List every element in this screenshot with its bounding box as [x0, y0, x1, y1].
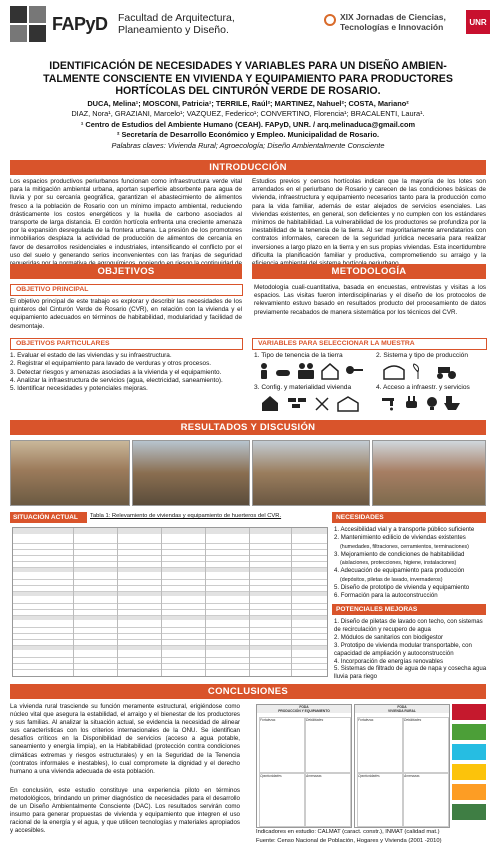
foda-title: FODA [397, 705, 407, 709]
mejoras-list [334, 618, 488, 681]
seedling-icon [414, 364, 419, 379]
conclusiones-p1: La vivienda rural trasciende su función meramente estructural, erigiéndose como núcleo vital que asegura la estabilidad, el arraigo y el bienestar de los productores y sus familias. Al analizar la situación actual, se evidencia la necesidad de alinear sus características con los criterios internacionales de la ONU. Se identifican desafíos críticos en la Disponibilidad de servicios (acceso a agua potable, saneamiento y energía limpia), en la Habitabilidad (protección contra condiciones climáticas extremas y riesgos estructurales) y en la Seguridad de la Tenencia (contratos informales e inestables), lo cual compromete la dignidad y el derecho humano a una vivienda adecuada de esta población. [10, 703, 240, 775]
conclusiones-p2: En conclusión, este estudio constituye una experiencia piloto en términos metodológicos, brindando un primer diagnóstico de necesidades para el desarrollo de un Diseño Ambientalmente Consciente (DAC). Los resultados servirán como insumo para generar propuestas de vivienda y equipamiento que integren el uso racional de la energía y el agua, y que utilicen tecnologías y materiales apropiados y accesibles. [10, 787, 240, 835]
handshake-icon [276, 370, 290, 376]
objetivo-particular-item: 2. Registrar el equipamiento para lavado de verduras y otros procesos. [10, 360, 212, 368]
authors-line1: DUCA, Melina¹; MOSCONI, Patricia¹; TERRILE, Raúl²; MARTINEZ, Nahuel²; COSTA, Mariano² [87, 99, 409, 108]
sdg-icon [452, 744, 486, 760]
objetivos-particulares-label: OBJETIVOS PARTICULARES [10, 338, 243, 350]
table-section-row [13, 646, 327, 650]
fuente-text: Fuente: Censo Nacional de Población, Hogares y Vivienda (2001 -2010) [256, 838, 442, 844]
shed-icon [338, 397, 358, 411]
affiliation-1: ¹ Centro de Estudios del Ambiente Humano (CEAH). FAPyD, UNR. / arq.melinaduca@gmail.com [80, 119, 416, 129]
key-icon [346, 366, 363, 374]
people-icon [298, 363, 314, 379]
keywords: Palabras claves: Vivienda Rural; Agroecología; Diseño Ambientalmente Consciente [111, 140, 385, 150]
tools-icon [316, 398, 328, 410]
foda-produccion [256, 704, 352, 828]
mejora-item: 1. Diseño de piletas de lavado con techo, con sistemas de recirculación y recupero de agua [334, 618, 483, 633]
variable-servicios: 4. Acceso a infraestr. y servicios [376, 384, 470, 391]
objetivos-particulares-list [10, 352, 242, 393]
foda-produccion-title [257, 705, 351, 713]
intro-left-text: Los espacios productivos periurbanos funcionan como infraestructura verde vital para la mitigación ambiental urbana, aportan superficie absorbente para agua de lluvia y por su cercanía geográfica, garantizan el abastecimiento de alimentos fresco a la población de Rosario con un mínimo impacto ambiental, reduciendo drásticamente los costos energéticos y la huella de carbono asociados al transporte de larga distancia. El cordón hortícola enfrenta una creciente amenaza por la expansión desregulada de la frontera urbana. La presión de los promotores inmobiliarios desplaza la actividad de producción de alimentos de cercanía en favor de desarrollos residenciales e industriales, intensificando el conflicto por el uso del suelo y generando serios inconvenientes con las franjas de seguridad [10, 178, 242, 259]
mejoras-label: POTENCIALES MEJORAS [332, 604, 486, 615]
house-photo-1 [10, 440, 130, 506]
ods-icons [452, 704, 486, 826]
table-caption: Tabla 1: Relevamiento de viviendas y equipamiento de huerteros del CVR. [90, 513, 282, 519]
house-photo-2 [132, 440, 250, 506]
mejora-item: 5. Sistemas de filtrado de agua de napa y cosecha agua lluvia para riego [334, 665, 487, 681]
oportunidades-box [259, 773, 305, 827]
debilidades-box [403, 717, 449, 773]
sdg-icon [452, 764, 486, 780]
oportunidades-label: Oportunidades [260, 774, 282, 778]
intro-right-text: Estudios previos y censos hortícolas indican que la mayoría de los lotes son arrendados en el periurbano de Rosario y carecen de las condiciones básicas de vivienda, infraestructura y equipamiento necesarios tanto para la producción como para la vida familiar, además de estar alejados de servicios esenciales. Las viviendas existentes, en general, son deficientes y no cumplen con los estándares mínimos de habitabilidad. La vulnerabilidad de los productores se profundiza por la inestabilidad de la tenencia de la tierra. Al ser mayoritariamente arrendatarios con contratos informales, carecen de la seguridad jurídica necesaria para realizar inversiones a largo plazo en la tierra y en sus propias viviendas. Esta incertidumbre dificulta la planificación familiar y productiva, comprometiendo su arraigo y la [252, 178, 486, 259]
metodologia-heading: METODOLOGÍA [252, 264, 486, 279]
objetivo-principal-text: El objetivo principal de este trabajo es explorar y describir las necesidades de los quinteros del Cinturón Verde de Rosario (CVR), en relación con la vivienda y el equipamiento adecuados en términos de habitabilidad, modularidad y facilidad de desmontaje. [10, 298, 242, 330]
tractor-icon [437, 367, 456, 379]
necesidades-label: NECESIDADES [332, 512, 486, 523]
servicios-icons [380, 394, 480, 412]
produccion-icons [380, 362, 480, 380]
metodologia-text: Metodología cuali-cuantitativa, basada en encuestas, entrevistas y visitas a los espacios. Las visitas fueron interdisciplinarias y el diseño de los protocolos de relevamiento estuvo basado en resultados producto del procesamiento de datos previamente recabados de manera sistemática por los técnicos del CVR. [254, 284, 486, 316]
tenencia-icons [258, 362, 368, 380]
vivienda-icons [258, 394, 368, 412]
brand-name: FAPyD [52, 14, 108, 34]
fortalezas-label: Fortalezas [260, 718, 276, 722]
faculty-label [118, 12, 235, 36]
table-section-row [13, 592, 327, 596]
house-photo-4 [372, 440, 486, 506]
person-icon [261, 363, 267, 379]
sdg-icon [452, 724, 486, 740]
fortalezas-label: Fortalezas [358, 718, 374, 722]
house-photo-3 [252, 440, 370, 506]
objetivo-particular-item: 5. Identificar necesidades y potenciales mejoras. [10, 385, 148, 393]
intro-heading: INTRODUCCIÓN [10, 160, 486, 175]
house-icon [322, 364, 338, 379]
table-section-row [13, 616, 327, 620]
poster-title [12, 60, 484, 98]
lightbulb-icon [427, 397, 437, 410]
affiliation-2: ² Secretaría de Desarrollo Económico y Empleo. Municipalidad de Rosario. [116, 130, 380, 140]
necesidad-item: 1. Accesibilidad vial y a transporte público suficiente [334, 526, 475, 533]
foda-title: FODA [299, 705, 309, 709]
objetivo-particular-item: 3. Detectar riesgos y amenazas asociadas a la vivienda y el equipamiento. [10, 368, 222, 376]
authors-line2: DIAZ, Nora¹, GRAZIANI, Marcelo¹; VAZQUEZ, Federico¹; CONVERTINO, Florencia¹; BRACALENTI, Laura¹. [71, 109, 425, 119]
necesidad-item: 2. Mantenimiento edilicio de viviendas existentes [334, 534, 466, 542]
amenazas-box [305, 773, 351, 827]
variables-label: VARIABLES PARA SELECCIONAR LA MUESTRA [252, 338, 487, 350]
foda-subtitle: VIVIENDA RURAL [388, 709, 416, 713]
variable-tenencia: 1. Tipo de tenencia de la tierra [254, 352, 343, 359]
foda-subtitle: PRODUCCIÓN Y EQUIPAMIENTO [278, 709, 330, 713]
necesidad-item: (humedades, filtraciones, cerramientos, terminaciones) [340, 543, 469, 550]
title-line1: IDENTIFICACIÓN DE NECESIDADES Y VARIABLES PARA UN DISEÑO AMBIEN- [49, 60, 447, 72]
oportunidades-label: Oportunidades [358, 774, 380, 778]
indicadores-text: Indicadores en estudio: CALMAT (caract. constr.), INMAT (calidad mat.) [256, 829, 440, 835]
fortalezas-box [357, 717, 403, 773]
objetivo-particular-item: 1. Evaluar el estado de las viviendas y su infraestructura. [10, 352, 172, 359]
amenazas-label: Amenazas [404, 774, 420, 778]
resultados-heading: RESULTADOS Y DISCUSIÓN [10, 420, 486, 435]
mejora-item: 4. Incorporación de energías renovables [334, 657, 444, 665]
house-icon [262, 396, 278, 411]
table-section-row [13, 568, 327, 572]
foda-vivienda [354, 704, 450, 828]
event-label [340, 12, 446, 32]
necesidades-list [334, 526, 488, 601]
faculty-line2: Planeamiento y Diseño. [118, 24, 229, 36]
sdg-icon [452, 804, 486, 820]
situacion-actual-label: SITUACIÓN ACTUAL [10, 512, 87, 523]
objetivos-heading: OBJETIVOS [10, 264, 242, 279]
necesidad-item: 6. Formación para la autoconstrucción [334, 592, 438, 600]
title-line2: TALMENTE CONSCIENTE EN VIVIENDA Y EQUIPAMIENTO PARA PRODUCTORES [43, 72, 453, 85]
event-logo-icon [324, 14, 336, 26]
sdg-icon [452, 784, 486, 800]
fortalezas-box [259, 717, 305, 773]
table-header-row [13, 528, 327, 534]
sdg-icon [452, 704, 486, 720]
debilidades-box [305, 717, 351, 773]
faculty-line1: Facultad de Arquitectura, [118, 12, 235, 24]
greenhouse-icon [384, 366, 404, 379]
event-line2: Tecnologías e Innovación [340, 22, 444, 32]
event-line1: XIX Jornadas de Ciencias, [340, 12, 446, 22]
necesidad-item: (depósitos, piletas de lavado, invernaderos) [340, 576, 443, 583]
authors-block [12, 99, 484, 151]
conclusiones-heading: CONCLUSIONES [10, 684, 486, 699]
mejora-item: 2. Módulos de sanitarios con biodigestor [334, 633, 444, 641]
necesidad-item: (aislaciones, protecciones, higiene, instalaciones) [340, 560, 457, 567]
bricks-icon [288, 398, 306, 408]
necesidad-item: 3. Mejoramiento de condiciones de habitabilidad [334, 550, 465, 558]
necesidad-item: 5. Diseño de prototipo de vivienda y equipamiento [334, 584, 470, 592]
fapyd-logo-icon [10, 6, 48, 42]
table-row [13, 664, 327, 670]
faucet-icon [382, 398, 394, 411]
necesidad-item: 4. Adecuación de equipamiento para producción [334, 567, 465, 575]
unr-logo: UNR [466, 10, 490, 34]
oportunidades-box [357, 773, 403, 827]
plug-icon [406, 396, 417, 408]
objetivo-particular-item: 4. Analizar la infraestructura de servicios (agua, electricidad, saneamiento). [10, 376, 223, 384]
variable-vivienda: 3. Config. y materialidad vivienda [254, 384, 352, 391]
amenazas-box [403, 773, 449, 827]
mejora-item: 3. Prototipo de vivienda modular transportable, con capacidad de ampliación y autoconstrucción [334, 641, 472, 657]
relevamiento-table [12, 527, 328, 677]
title-line3: HORTÍCOLAS DEL CINTURÓN VERDE DE ROSARIO. [115, 85, 381, 97]
debilidades-label: Debilidades [306, 718, 324, 722]
debilidades-label: Debilidades [404, 718, 422, 722]
toilet-icon [444, 396, 460, 410]
amenazas-label: Amenazas [306, 774, 322, 778]
foda-vivienda-title [355, 705, 449, 713]
objetivo-principal-label: OBJETIVO PRINCIPAL [10, 284, 243, 296]
variable-produccion: 2. Sistema y tipo de producción [376, 352, 468, 359]
